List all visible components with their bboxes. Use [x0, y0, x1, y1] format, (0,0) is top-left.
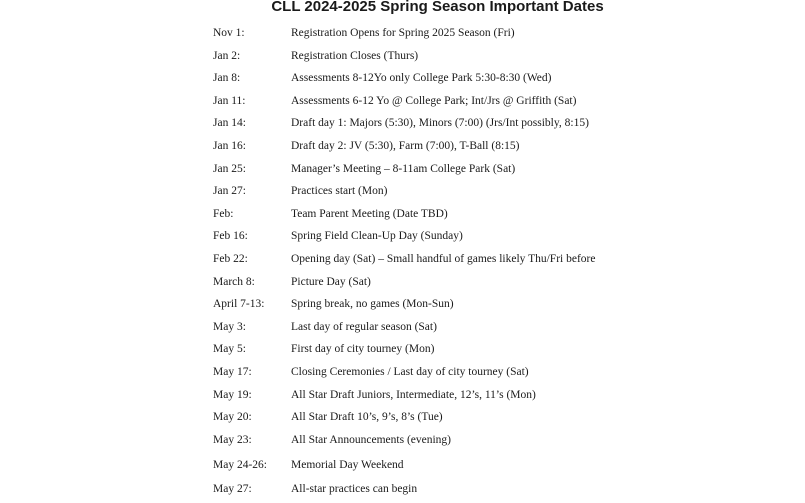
date-label: May 19:: [213, 388, 252, 401]
event-description: Picture Day (Sat): [291, 275, 371, 288]
date-label: Jan 14:: [213, 117, 246, 130]
date-label: May 24-26:: [213, 458, 267, 471]
event-description: Memorial Day Weekend: [291, 458, 404, 471]
event-description: Spring Field Clean-Up Day (Sunday): [291, 230, 463, 243]
date-label: Feb 16:: [213, 230, 248, 243]
event-description: All Star Draft 10’s, 9’s, 8’s (Tue): [291, 411, 443, 424]
event-description: Last day of regular season (Sat): [291, 320, 437, 333]
date-label: May 5:: [213, 343, 246, 356]
date-label: Jan 11:: [213, 94, 246, 107]
event-description: Closing Ceremonies / Last day of city tourney (Sat): [291, 365, 529, 378]
date-label: Feb:: [213, 207, 234, 220]
date-label: Jan 25:: [213, 162, 246, 175]
event-description: Draft day 2: JV (5:30), Farm (7:00), T-Ball (8:15): [291, 139, 520, 152]
event-description: Assessments 8-12Yo only College Park 5:30-8:30 (Wed): [291, 72, 552, 85]
date-label: Nov 1:: [213, 27, 245, 39]
event-description: Draft day 1: Majors (5:30), Minors (7:00) (Jrs/Int possibly, 8:15): [291, 117, 589, 130]
date-label: Jan 16:: [213, 139, 246, 152]
date-label: April 7-13:: [213, 298, 265, 311]
date-label: May 23:: [213, 433, 252, 446]
date-label: Feb 22:: [213, 252, 248, 265]
event-description: Opening day (Sat) – Small handful of games likely Thu/Fri before: [291, 252, 596, 265]
event-description: Spring break, no games (Mon-Sun): [291, 298, 454, 311]
date-label: Jan 27:: [213, 185, 246, 198]
event-description: Registration Opens for Spring 2025 Season (Fri): [291, 27, 515, 39]
event-description: First day of city tourney (Mon): [291, 343, 435, 356]
event-description: Manager’s Meeting – 8-11am College Park (Sat): [291, 162, 516, 175]
event-description: All Star Draft Juniors, Intermediate, 12’s, 11’s (Mon): [291, 388, 536, 401]
date-label: May 27:: [213, 483, 252, 496]
date-label: Jan 2:: [213, 49, 241, 62]
event-description: Assessments 6-12 Yo @ College Park; Int/Jrs @ Griffith (Sat): [291, 94, 577, 107]
date-label: Jan 8:: [213, 72, 241, 85]
event-description: Team Parent Meeting (Date TBD): [291, 207, 448, 220]
date-label: May 3:: [213, 320, 246, 333]
date-label: May 20:: [213, 411, 252, 424]
document-title: CLL 2024-2025 Spring Season Important Dates: [271, 0, 604, 15]
event-description: Registration Closes (Thurs): [291, 49, 419, 62]
event-description: All Star Announcements (evening): [291, 433, 452, 446]
date-label: May 17:: [213, 365, 252, 378]
event-description: All-star practices can begin: [291, 483, 418, 496]
event-description: Practices start (Mon): [291, 185, 388, 198]
date-label: March 8:: [213, 275, 255, 288]
